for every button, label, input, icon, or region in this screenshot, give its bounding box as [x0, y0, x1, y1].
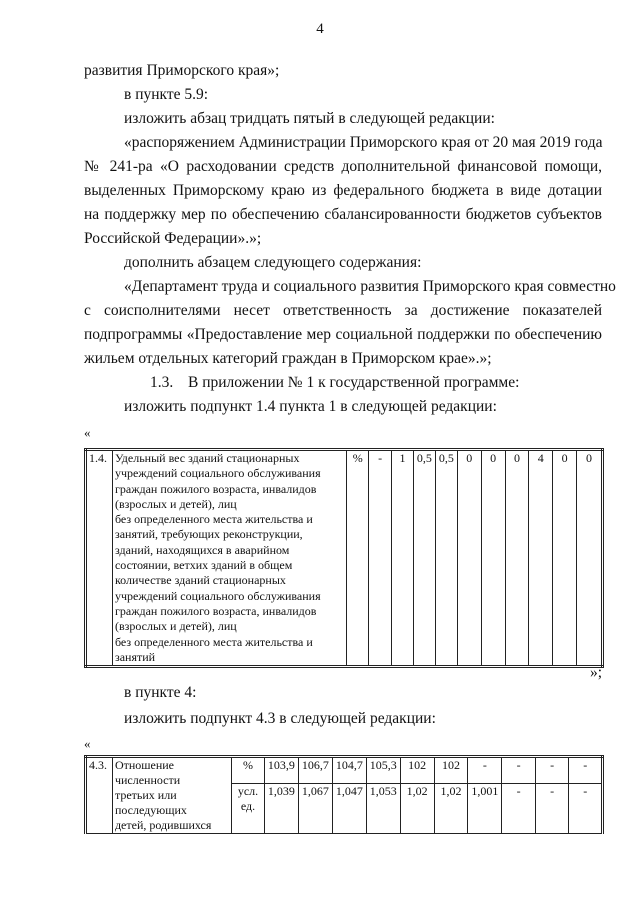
value-cell: -: [468, 757, 502, 784]
value-cell: -: [569, 784, 603, 834]
row-number: 1.4.: [86, 450, 113, 667]
value-cell: 1,001: [468, 784, 502, 834]
row-number: 4.3.: [86, 757, 113, 834]
item-number: 1.3.: [150, 374, 174, 391]
value-cell: -: [535, 784, 569, 834]
text-line: подпрограммы «Предоставление мер социальной поддержки по обеспечению: [84, 326, 602, 343]
value-cell: 1,02: [434, 784, 468, 834]
value-cell: -: [502, 784, 536, 834]
text-line: В приложении № 1 к государственной программе:: [188, 374, 520, 391]
value-cell: 103,9: [264, 757, 298, 784]
value-cell: 102: [400, 757, 434, 784]
value-cell: 105,3: [366, 757, 400, 784]
text-line: развития Приморского края»;: [84, 62, 280, 79]
text-line: № 241-ра «О расходовании средств дополнительной финансовой помощи,: [84, 158, 602, 175]
value-cell: 0: [505, 450, 529, 667]
value-cell: 4: [529, 450, 553, 667]
text-line: «распоряжением Администрации Приморского края от 20 мая 2019 года: [124, 134, 603, 151]
value-cell: 0: [553, 450, 577, 667]
value-cell: 0: [457, 450, 481, 667]
value-cell: 0: [481, 450, 505, 667]
text-line: на поддержку мер по обеспечению сбалансированности бюджетов субъектов: [84, 206, 602, 223]
close-quote: »;: [590, 664, 603, 681]
value-cell: 104,7: [332, 757, 366, 784]
text-line: в пункте 5.9:: [124, 86, 209, 103]
value-cell: -: [569, 757, 603, 784]
text-line: изложить подпункт 1.4 пункта 1 в следующей редакции:: [124, 398, 497, 415]
indicator-name: Отношение численности третьих или последующих детей, родившихся: [112, 757, 231, 834]
table-row: [86, 757, 603, 784]
indicator-table-1: [84, 448, 604, 668]
text-line: с соисполнителями несет ответственность за достижение показателей: [84, 302, 602, 319]
value-cell: -: [369, 450, 392, 667]
unit-cell: усл. ед.: [232, 784, 265, 834]
value-cell: 1,053: [366, 784, 400, 834]
value-cell: 1,067: [298, 784, 332, 834]
text-line: дополнить абзацем следующего содержания:: [124, 254, 422, 271]
value-cell: 0,5: [413, 450, 435, 667]
text-line: Российской Федерации».»;: [84, 230, 262, 247]
text-line: «Департамент труда и социального развития Приморского края совместно: [124, 278, 616, 295]
value-cell: 0,5: [435, 450, 457, 667]
page-number: 4: [316, 21, 324, 37]
text-line: изложить подпункт 4.3 в следующей редакции:: [124, 710, 436, 727]
unit-cell: %: [232, 757, 265, 784]
value-cell: -: [502, 757, 536, 784]
open-quote: «: [84, 425, 91, 440]
unit-cell: %: [347, 450, 369, 667]
value-cell: 1,047: [332, 784, 366, 834]
open-quote: «: [84, 736, 91, 751]
indicator-name: Удельный вес зданий стационарных учреждений социального обслуживания граждан пожилого возраста, инвалидов (взрослых и детей), лиц без определенного места жительства и занятий, требующих реконструкции, зданий, находящихся в аварийном состоянии, ветхих зданий в общем количестве зданий стационарных учреждений социального обслуживания граждан пожилого возраста, инвалидов (взрослых и детей), лиц без определенного места жительства и занятий: [112, 450, 346, 667]
text-line: в пункте 4:: [124, 684, 197, 701]
value-cell: 102: [434, 757, 468, 784]
value-cell: -: [535, 757, 569, 784]
text-line: изложить абзац тридцать пятый в следующей редакции:: [124, 110, 495, 127]
indicator-table-2: [84, 755, 604, 834]
text-line: выделенных Приморскому краю из федерального бюджета в виде дотации: [84, 182, 602, 199]
value-cell: 0: [577, 450, 603, 667]
value-cell: 1: [392, 450, 414, 667]
text-line: жильем отдельных категорий граждан в Приморском крае».»;: [84, 350, 492, 367]
value-cell: 106,7: [298, 757, 332, 784]
table-row: [86, 450, 603, 667]
value-cell: 1,02: [400, 784, 434, 834]
value-cell: 1,039: [264, 784, 298, 834]
